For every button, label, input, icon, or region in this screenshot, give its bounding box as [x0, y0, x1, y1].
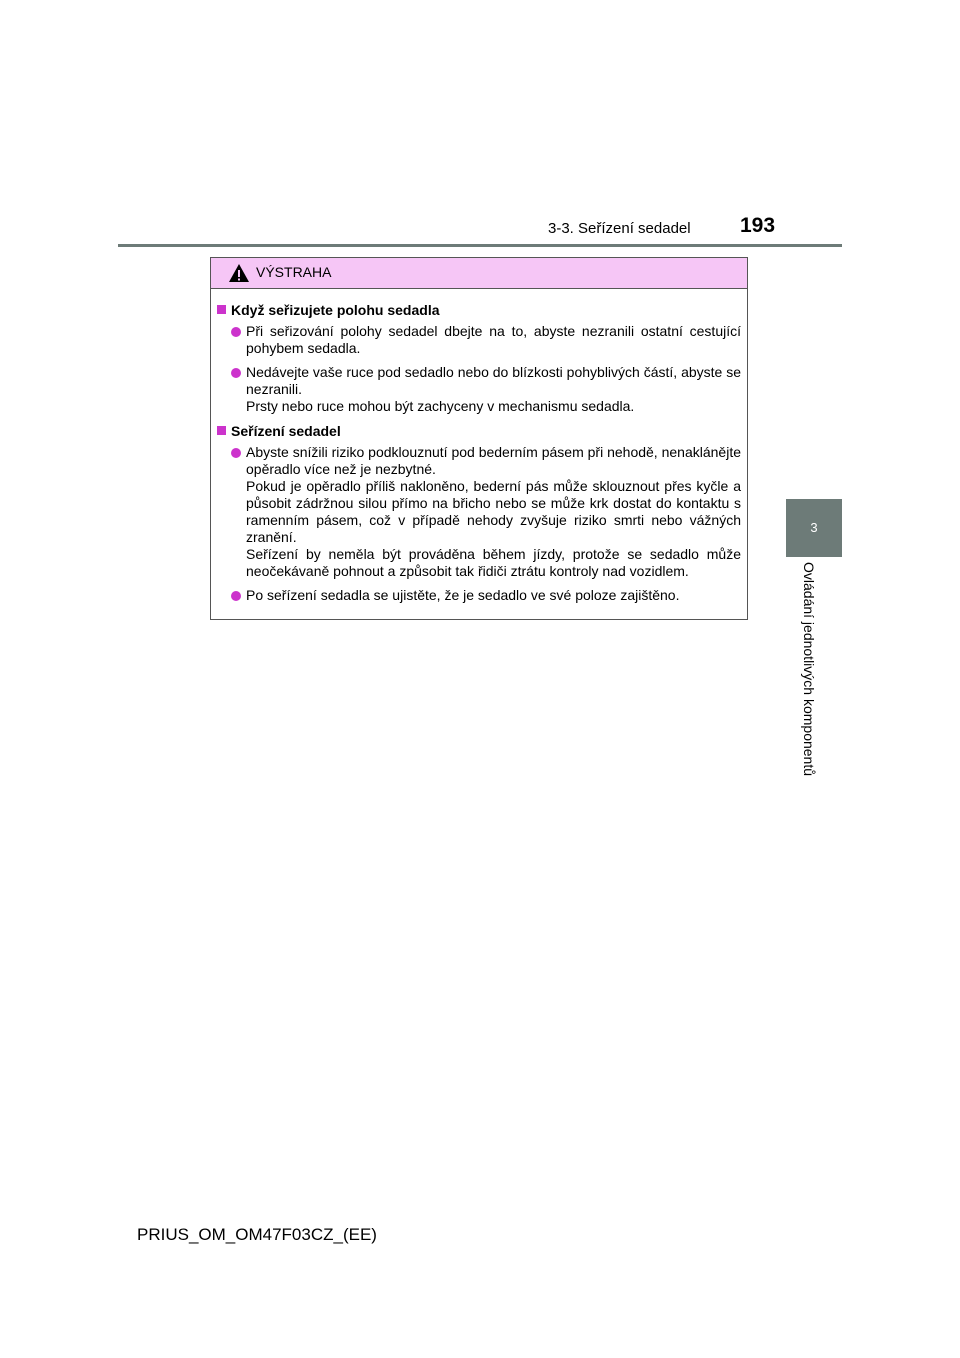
warning-header	[211, 258, 747, 289]
list-item-text: Při seřizování polohy sedadel dbejte na to, abyste nezranili ostatní cestující pohybem sedadla.	[246, 323, 741, 356]
circle-bullet-icon	[231, 448, 241, 458]
list-item	[231, 444, 741, 580]
list-item	[231, 364, 741, 415]
section-title: 3-3. Seřízení sedadel	[548, 220, 691, 237]
section-heading-text: Seřízení sedadel	[231, 423, 341, 439]
warning-triangle-icon	[228, 263, 250, 283]
section-heading-text: Když seřizujete polohu sedadla	[231, 302, 440, 318]
circle-bullet-icon	[231, 591, 241, 601]
warning-title: VÝSTRAHA	[256, 264, 332, 280]
page-number: 193	[740, 214, 776, 237]
chapter-number: 3	[810, 520, 818, 535]
document-code: PRIUS_OM_OM47F03CZ_(EE)	[137, 1225, 377, 1244]
list-item-text: Abyste snížili riziko podklouznutí pod bederním pásem při nehodě, nenaklánějte opěradlo více než je nezbytné. Pokud je opěradlo příliš nakloněno, bederní pás může sklouznout přes kyčle a působit zádržnou silou přímo na břicho nebo se může krk dostat do kontaktu s ramenním pásem, což v případě nehody zvyšuje riziko smrti nebo vážných zranění. Seřízení by neměla být prováděna během jízdy, protože se sedadlo může neočekávaně pohnout a způsobit tak řidiči ztrátu kontroly nad vozidlem.	[246, 444, 741, 579]
list-item-text: Po seřízení sedadla se ujistěte, že je sedadlo ve své poloze zajištěno.	[246, 587, 680, 603]
list-item	[231, 323, 741, 357]
list-item	[231, 587, 741, 604]
square-bullet-icon	[217, 305, 226, 314]
section-heading	[217, 301, 741, 319]
chapter-tab[interactable]	[786, 499, 842, 557]
warning-box	[210, 257, 748, 620]
list-item-text: Nedávejte vaše ruce pod sedadlo nebo do blízkosti pohyblivých částí, abyste se nezranili. Prsty nebo ruce mohou být zachyceny v mechanismu sedadla.	[246, 364, 741, 414]
warning-body	[211, 289, 747, 604]
section-heading	[217, 422, 741, 440]
circle-bullet-icon	[231, 327, 241, 337]
circle-bullet-icon	[231, 368, 241, 378]
chapter-title: Ovládání jednotlivých komponentů	[801, 562, 817, 777]
square-bullet-icon	[217, 426, 226, 435]
header-divider	[118, 244, 842, 247]
